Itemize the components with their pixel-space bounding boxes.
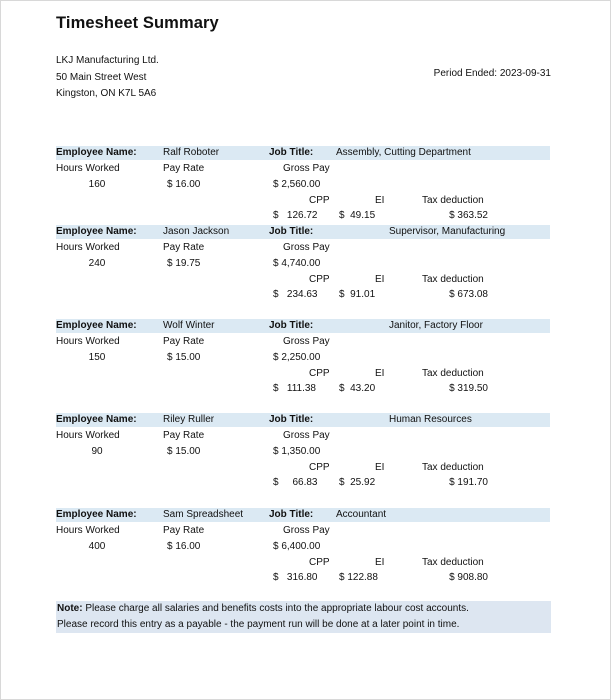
cpp-label: CPP [309,557,330,568]
tax-deduction-label: Tax deduction [422,195,484,206]
gross-pay-label: Gross Pay [283,525,330,536]
job-title-label: Job Title: [269,320,314,331]
period-ended [434,68,551,79]
hours-worked: 240 [88,258,106,269]
job-title: Human Resources [389,414,472,425]
ei-label: EI [375,274,385,285]
job-title-label: Job Title: [269,147,314,158]
job-title: Supervisor, Manufacturing [389,226,506,237]
pay-rate-label: Pay Rate [163,336,205,347]
pay-rate-label: Pay Rate [163,430,205,441]
cpp-amount: $ 234.63 [273,289,318,300]
tax-deduction-label: Tax deduction [422,274,484,285]
job-title-label: Job Title: [269,226,314,237]
ei-amount: $ 25.92 [339,477,376,488]
gross-pay: $ 2,250.00 [273,352,321,363]
ei-amount: $ 91.01 [339,289,376,300]
hours-worked: 90 [91,446,103,457]
hours-worked: 150 [88,352,106,363]
pay-rate-label: Pay Rate [163,525,205,536]
job-title: Assembly, Cutting Department [336,147,471,158]
employee-name-label: Employee Name: [56,320,137,331]
page-title: Timesheet Summary [56,14,219,32]
job-title: Janitor, Factory Floor [389,320,483,331]
job-title-label: Job Title: [269,414,314,425]
hours-worked-label: Hours Worked [56,242,120,253]
tax-amount: $ 319.50 [449,383,488,394]
tax-deduction-label: Tax deduction [422,557,484,568]
hours-worked: 160 [88,179,106,190]
cpp-amount: $ 111.38 [273,383,316,394]
ei-amount: $ 43.20 [339,383,376,394]
period-value: 2023-09-31 [499,68,551,79]
employee-name-label: Employee Name: [56,509,137,520]
employee-name: Jason Jackson [163,226,230,237]
pay-rate: $ 15.00 [167,446,201,457]
hours-worked: 400 [88,541,106,552]
employee-block [0,225,611,319]
employee-name-label: Employee Name: [56,226,137,237]
cpp-amount: $ 66.83 [273,477,318,488]
ei-amount: $ 49.15 [339,210,376,221]
gross-pay: $ 4,740.00 [273,258,321,269]
hours-worked-label: Hours Worked [56,163,120,174]
pay-rate-label: Pay Rate [163,163,205,174]
gross-pay: $ 1,350.00 [273,446,321,457]
pay-rate: $ 15.00 [167,352,201,363]
period-label: Period Ended: [433,68,498,79]
employee-block [0,508,611,602]
ei-label: EI [375,368,385,379]
ei-label: EI [375,195,385,206]
note-line1 [57,601,551,617]
employee-name: Ralf Roboter [163,147,220,158]
gross-pay-label: Gross Pay [283,430,330,441]
employee-name: Wolf Winter [163,320,215,331]
company-address [56,53,159,103]
employee-name: Riley Ruller [163,414,215,425]
note-box [56,601,551,633]
pay-rate: $ 16.00 [167,179,201,190]
cpp-label: CPP [309,195,330,206]
cpp-label: CPP [309,462,330,473]
company-address-line1: 50 Main Street West [56,71,147,83]
note-label: Note: [57,603,83,614]
company-address-line2: Kingston, ON K7L 5A6 [56,88,157,99]
gross-pay-label: Gross Pay [283,336,330,347]
gross-pay: $ 2,560.00 [273,179,321,190]
employee-name-label: Employee Name: [56,147,137,158]
ei-amount: $ 122.88 [339,572,378,583]
cpp-amount: $ 126.72 [273,210,318,221]
pay-rate: $ 19.75 [167,258,201,269]
gross-pay: $ 6,400.00 [273,541,321,552]
tax-amount: $ 673.08 [449,289,488,300]
cpp-amount: $ 316.80 [273,572,318,583]
tax-deduction-label: Tax deduction [422,462,484,473]
tax-amount: $ 191.70 [449,477,488,488]
gross-pay-label: Gross Pay [283,163,330,174]
tax-amount: $ 908.80 [449,572,488,583]
tax-deduction-label: Tax deduction [422,368,484,379]
employee-block [0,413,611,507]
company-name: LKJ Manufacturing Ltd. [56,55,159,66]
tax-amount: $ 363.52 [449,210,488,221]
job-title: Accountant [336,509,387,520]
hours-worked-label: Hours Worked [56,336,120,347]
cpp-label: CPP [309,368,330,379]
hours-worked-label: Hours Worked [56,525,120,536]
ei-label: EI [375,557,385,568]
pay-rate-label: Pay Rate [163,242,205,253]
hours-worked-label: Hours Worked [56,430,120,441]
pay-rate: $ 16.00 [167,541,201,552]
ei-label: EI [375,462,385,473]
gross-pay-label: Gross Pay [283,242,330,253]
job-title-label: Job Title: [269,509,314,520]
note-text-1: Please charge all salaries and benefits costs into the appropriate labour cost accounts. [85,603,469,614]
employee-name: Sam Spreadsheet [163,509,244,520]
employee-block [0,319,611,413]
note-text-2: Please record this entry as a payable - the payment run will be done at a later point in time. [57,619,460,630]
employee-name-label: Employee Name: [56,414,137,425]
cpp-label: CPP [309,274,330,285]
